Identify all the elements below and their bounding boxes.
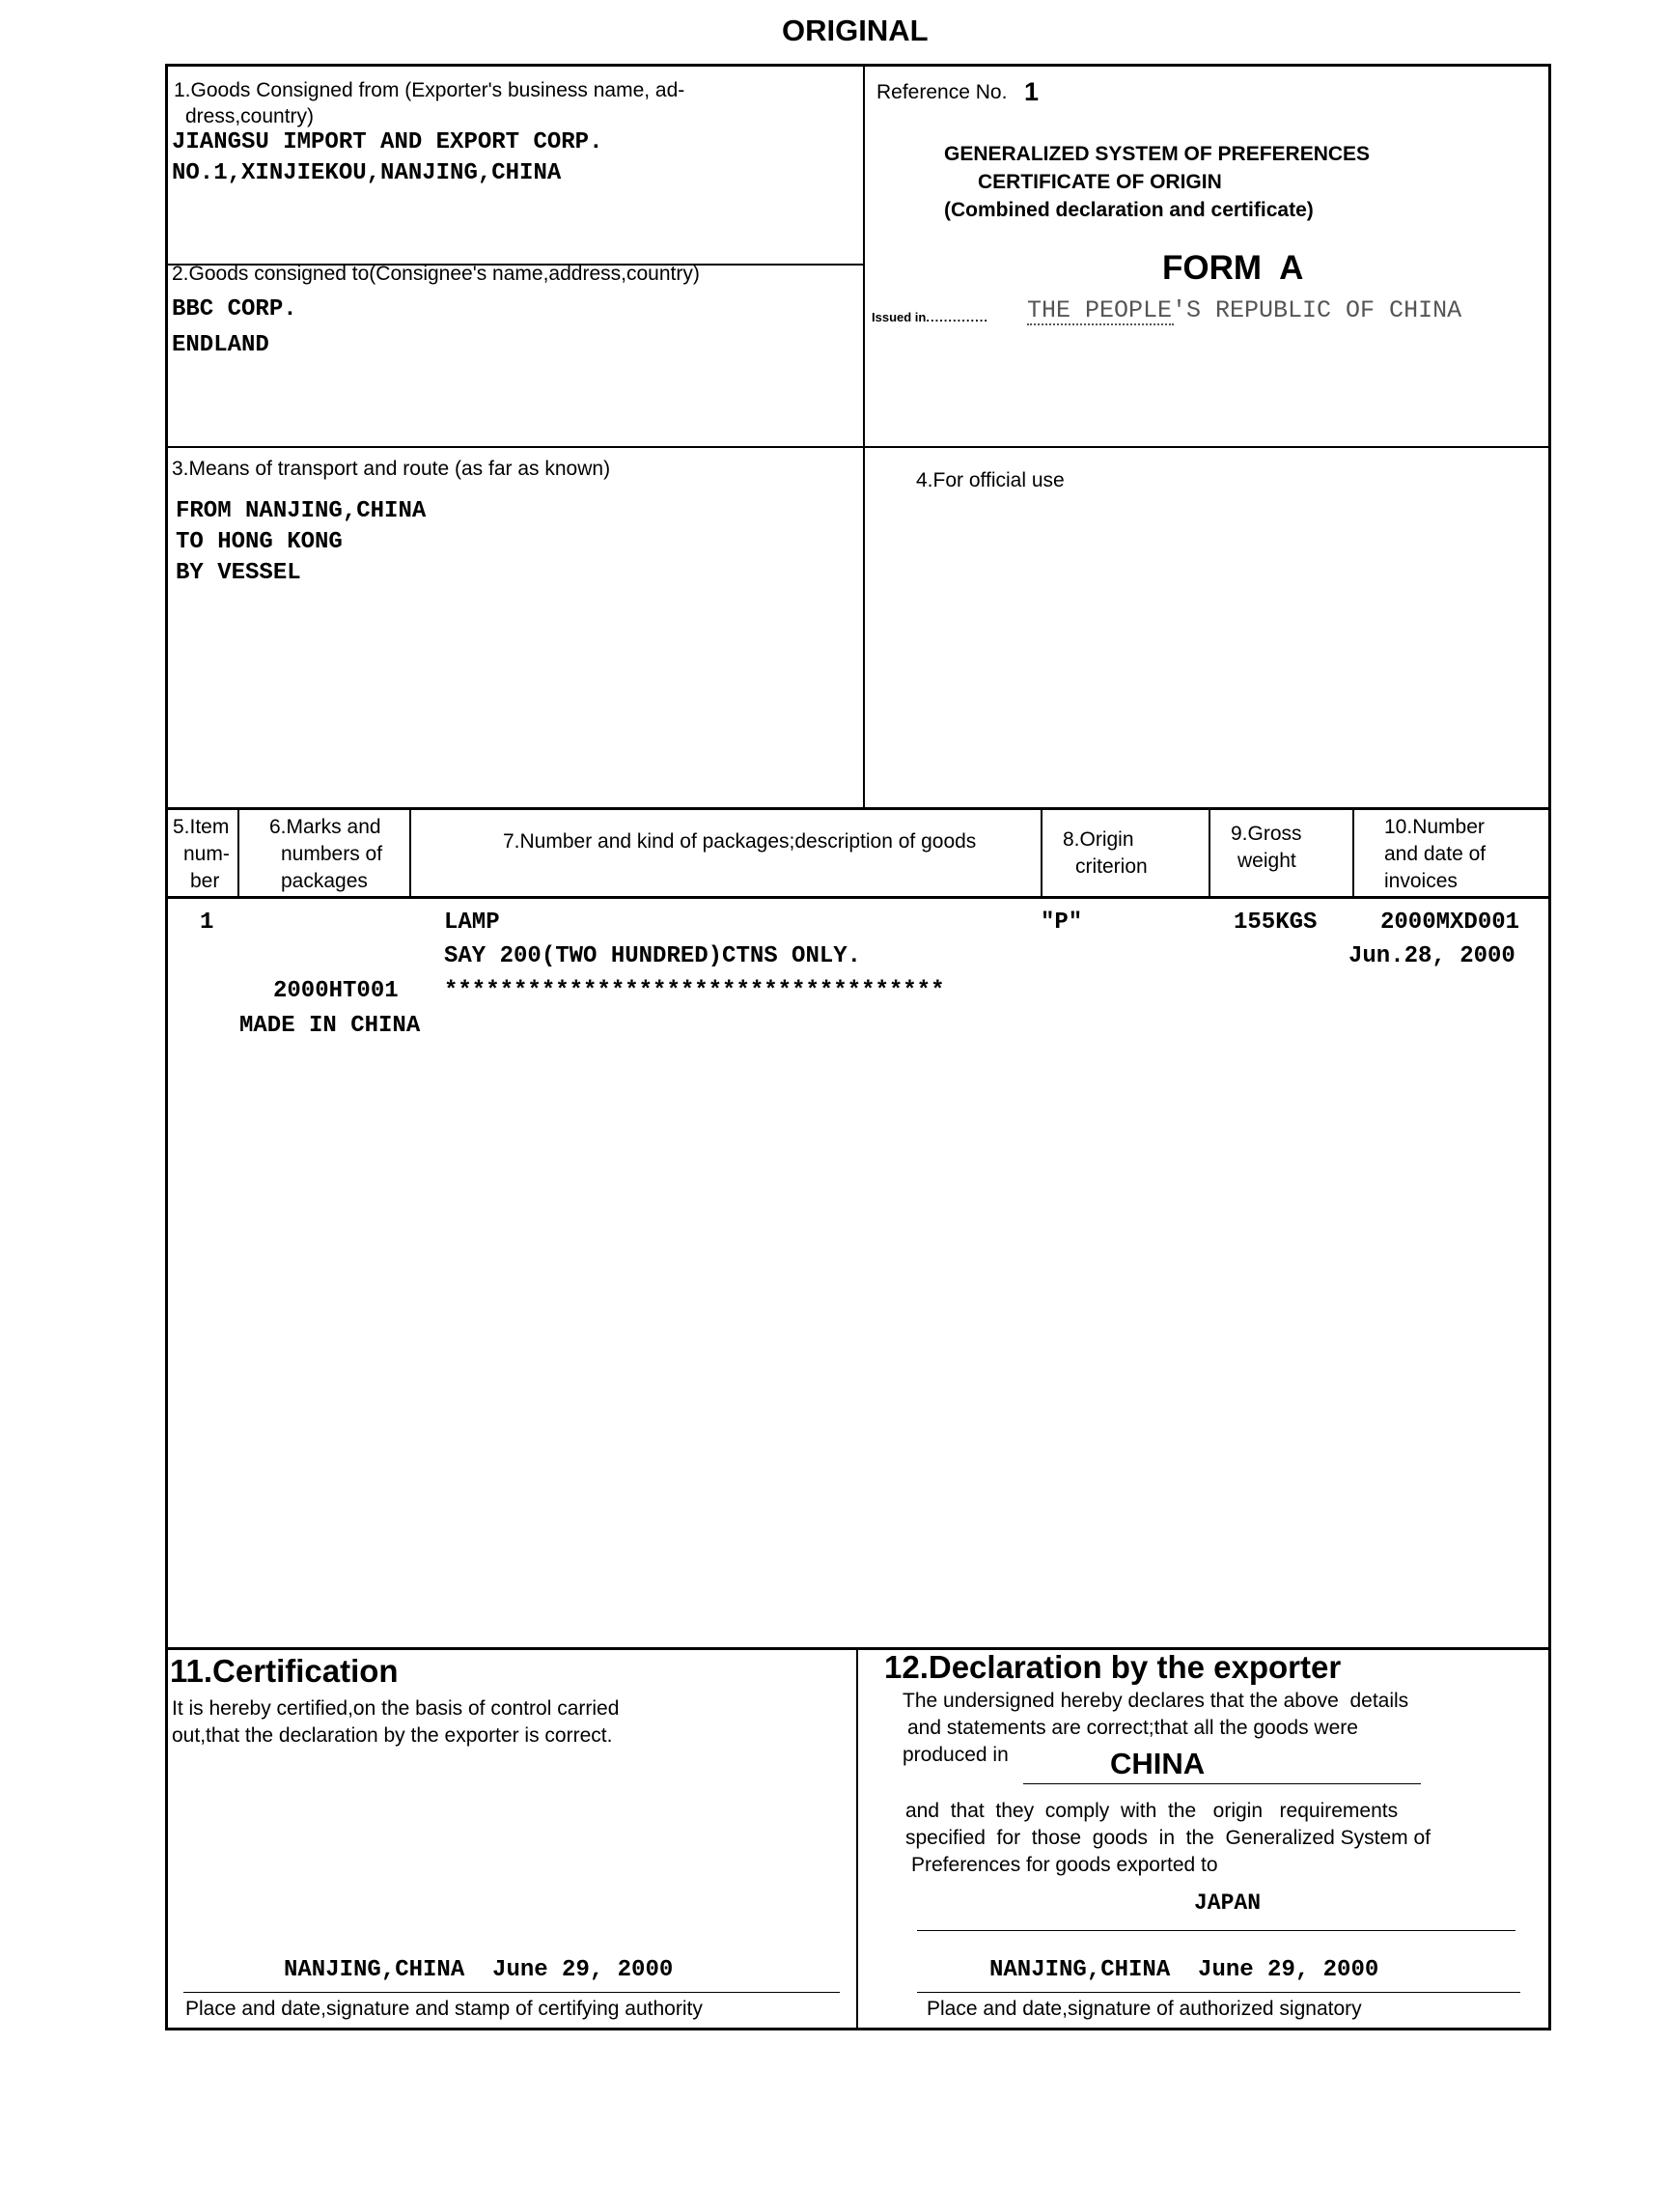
col5-header-3: ber — [190, 870, 220, 892]
top-divider — [863, 64, 865, 809]
declaration-title: 12.Declaration by the exporter — [884, 1649, 1342, 1685]
shipping-mark: 2000HT001 — [273, 978, 399, 1004]
col7-header: 7.Number and kind of packages;description of goods — [503, 830, 977, 853]
declaration-text-6: Preferences for goods exported to — [911, 1854, 1218, 1876]
goods-description: LAMP — [444, 910, 500, 936]
reference-label: Reference No. — [876, 81, 1008, 103]
invoice-date: Jun.28, 2000 — [1348, 943, 1515, 969]
goods-quantity: SAY 200(TWO HUNDRED)CTNS ONLY. — [444, 943, 862, 969]
reference-number: 1 — [1024, 77, 1040, 106]
form-a-heading: FORM A — [1162, 249, 1304, 287]
issued-in-text: Issued in — [872, 310, 927, 324]
col-div-2 — [409, 807, 411, 898]
declaration-text-3: produced in — [903, 1744, 1009, 1766]
col6-header-3: packages — [281, 870, 368, 892]
frame-top — [165, 64, 1551, 67]
box3-label: 3.Means of transport and route (as far as known) — [172, 458, 611, 480]
col10-header-1: 10.Number — [1384, 816, 1485, 838]
declaration-text-2: and statements are correct;that all the goods were — [907, 1717, 1358, 1739]
consignee-country: ENDLAND — [172, 332, 269, 358]
col6-header-1: 6.Marks and — [269, 816, 381, 838]
document-title: ORIGINAL — [782, 14, 929, 47]
col-div-4 — [1209, 807, 1210, 898]
row2-divider — [165, 446, 1551, 448]
frame-right — [1548, 64, 1551, 2030]
box2-label: 2.Goods consigned to(Consignee's name,address,country) — [172, 263, 700, 285]
declaration-place-date: NANJING,CHINA June 29, 2000 — [989, 1957, 1379, 1983]
certification-signature-line — [183, 1992, 840, 1993]
invoice-number: 2000MXD001 — [1380, 910, 1520, 936]
certificate-heading: CERTIFICATE OF ORIGIN — [978, 171, 1222, 193]
declaration-footer: Place and date,signature of authorized signatory — [927, 1998, 1362, 2020]
columns-bottom-rule — [165, 896, 1551, 899]
gsp-heading: GENERALIZED SYSTEM OF PREFERENCES — [944, 143, 1371, 165]
declaration-text-1: The undersigned hereby declares that the above details — [903, 1690, 1409, 1712]
col5-header-2: num- — [183, 843, 230, 865]
importing-country: JAPAN — [1194, 1890, 1262, 1916]
issued-in-label — [872, 310, 988, 324]
route-from: FROM NANJING,CHINA — [176, 498, 427, 524]
col8-header-1: 8.Origin — [1063, 828, 1134, 851]
certification-footer: Place and date,signature and stamp of certifying authority — [185, 1998, 703, 2020]
col-div-5 — [1352, 807, 1354, 898]
frame-bottom — [165, 2028, 1551, 2030]
declaration-signature-line — [917, 1992, 1520, 1993]
made-in-mark: MADE IN CHINA — [239, 1013, 421, 1039]
route-to: TO HONG KONG — [176, 529, 343, 555]
box1-label-line2: dress,country) — [185, 105, 315, 127]
goods-stars: ************************************ — [444, 978, 945, 1004]
bottom-divider — [856, 1647, 858, 2030]
issued-in-value: THE PEOPLE'S REPUBLIC OF CHINA — [1027, 296, 1462, 324]
producing-country: CHINA — [1110, 1747, 1206, 1780]
origin-criterion: "P" — [1041, 910, 1083, 936]
certification-title: 11.Certification — [170, 1653, 399, 1689]
importing-country-line — [917, 1930, 1515, 1931]
exporter-address: NO.1,XINJIEKOU,NANJING,CHINA — [172, 160, 562, 186]
col10-header-2: and date of — [1384, 843, 1487, 865]
issued-in-dotted-line — [1027, 323, 1174, 325]
declaration-text-5: specified for those goods in the Generalized System of — [905, 1827, 1431, 1849]
col-div-3 — [1041, 807, 1042, 898]
goods-bottom-rule — [165, 1647, 1551, 1650]
box1-label-line1: 1.Goods Consigned from (Exporter's business name, ad- — [174, 79, 685, 101]
box4-label: 4.For official use — [916, 469, 1065, 491]
columns-top-rule — [165, 807, 1551, 810]
route-vessel: BY VESSEL — [176, 560, 301, 586]
col-div-1 — [237, 807, 239, 898]
col10-header-3: invoices — [1384, 870, 1458, 892]
frame-left — [165, 64, 168, 2030]
col6-header-2: numbers of — [281, 843, 383, 865]
col8-header-2: criterion — [1075, 855, 1148, 878]
col9-header-1: 9.Gross — [1231, 823, 1302, 845]
consignee-name: BBC CORP. — [172, 296, 297, 322]
issued-in-dots: .............. — [926, 310, 988, 324]
certification-text-2: out,that the declaration by the exporter is correct. — [172, 1724, 613, 1747]
col9-header-2: weight — [1237, 850, 1296, 872]
certification-text-1: It is hereby certified,on the basis of control carried — [172, 1697, 620, 1720]
declaration-text-4: and that they comply with the origin requirements — [905, 1800, 1399, 1822]
certification-place-date: NANJING,CHINA June 29, 2000 — [284, 1957, 674, 1983]
combined-heading: (Combined declaration and certificate) — [944, 199, 1314, 221]
gross-weight: 155KGS — [1234, 910, 1318, 936]
item-number: 1 — [200, 910, 214, 936]
col5-header-1: 5.Item — [173, 816, 230, 838]
exporter-name: JIANGSU IMPORT AND EXPORT CORP. — [172, 129, 603, 155]
producing-country-line — [1023, 1783, 1421, 1784]
